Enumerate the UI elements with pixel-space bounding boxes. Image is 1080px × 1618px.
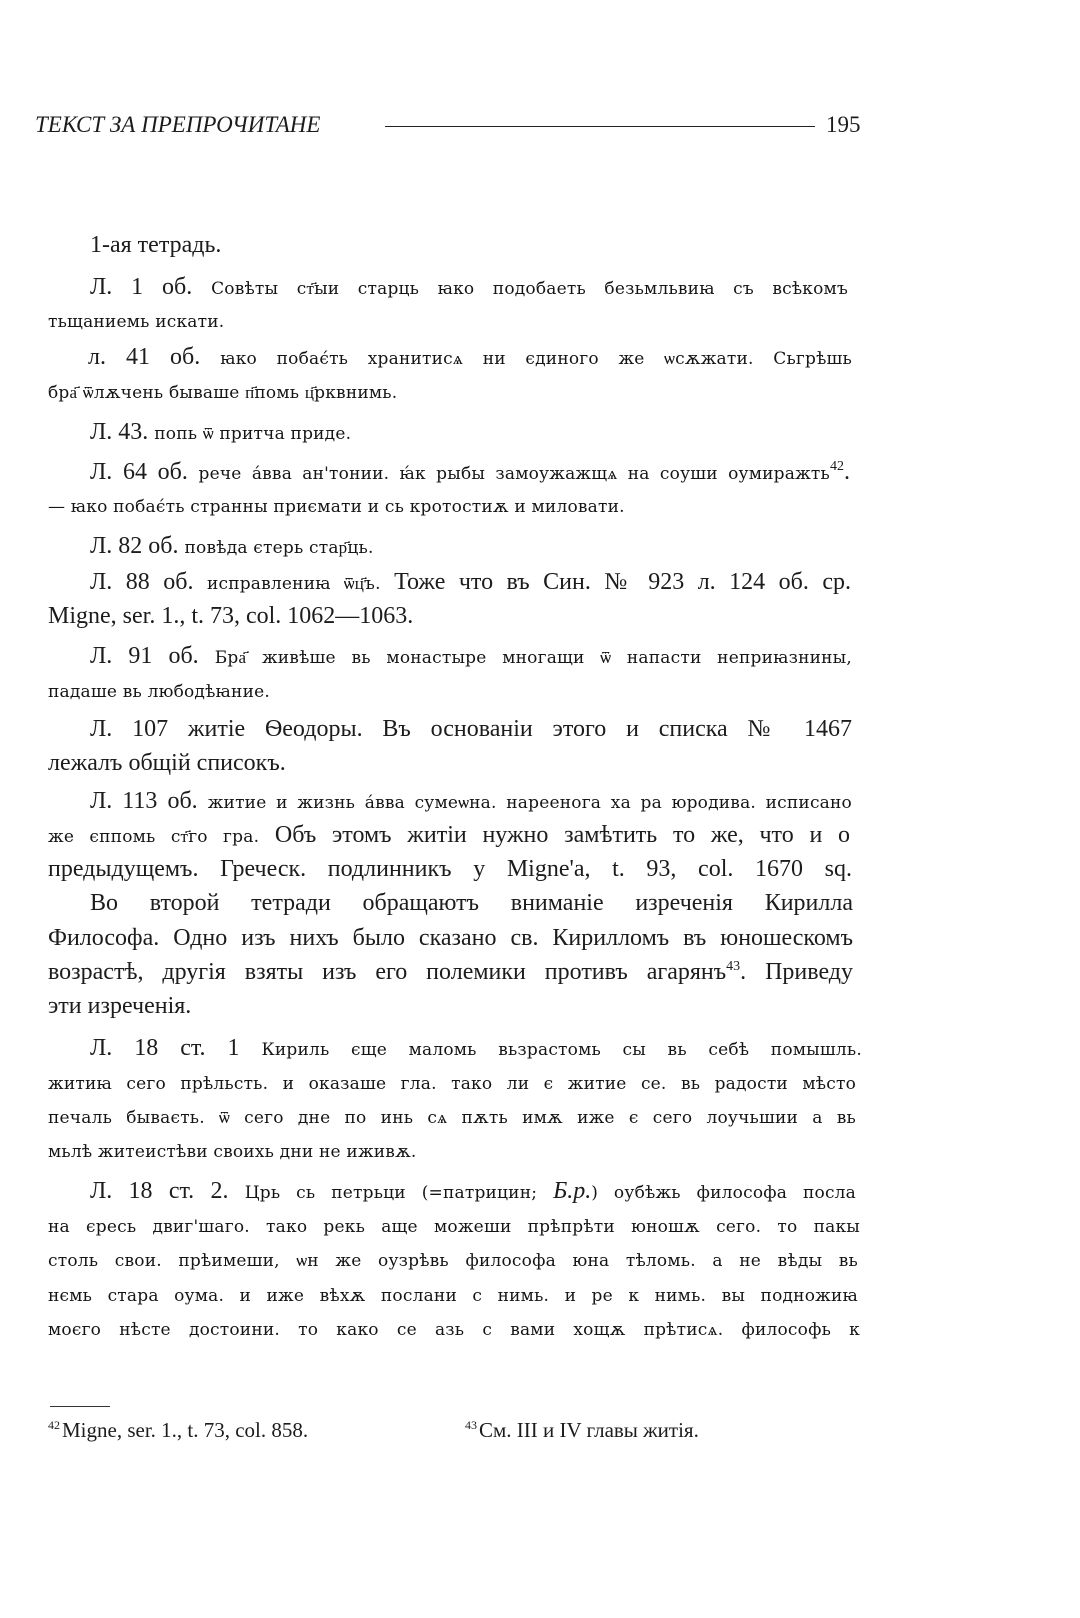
text-line: [90, 272, 848, 302]
russian-text: эти изреченія.: [48, 993, 192, 1019]
text-line: [48, 675, 648, 705]
russian-text: Л. 107 житіе Ѳеодоры. Въ основаніи этого и списка № 1467: [90, 716, 852, 742]
slavonic-text: ꙗко побає́ть хранитисѧ ни єдиного же ѡсѫжати. Сьгрѣшь: [220, 349, 853, 369]
russian-text: Тоже что въ Син. № 923 л. 124 об. ср.: [380, 569, 851, 595]
text-line: [48, 601, 648, 631]
header-rule: [385, 126, 815, 127]
text-line: [90, 230, 490, 260]
slavonic-text: на єресь двиг'шаго. тако рекь аще можеши прѣпрѣти юношѫ сего. то пакы: [48, 1217, 860, 1237]
slavonic-text: нємь стара оума. и иже вѣхѫ послани с нимь. и ре к нимь. вы подножиꙗ: [48, 1286, 858, 1306]
slavonic-text: рече а́вва ан'тонии. ꙗ́к рыбы замоужажщѧ на соуши оумиражть: [198, 464, 830, 484]
folio-reference: Л. 91 об.: [90, 643, 215, 669]
folio-reference: Л. 18 ст. 2.: [90, 1178, 245, 1204]
slavonic-text: житие и жизнь а́вва сумеѡна. нареенога ха ра юродива. исписано: [207, 793, 852, 813]
slavonic-text: Црь сь петрьци (=патрицин;: [244, 1183, 554, 1203]
text-line: [90, 531, 690, 561]
folio-reference: Л. 18 ст. 1: [90, 1035, 262, 1061]
footnote-number: 42: [48, 1418, 60, 1432]
russian-text: возрастѣ, другія взяты изъ его полемики противъ агарянъ: [48, 959, 727, 985]
text-line: [48, 748, 648, 778]
slavonic-text: тьщаниемь искати.: [48, 312, 225, 332]
text-line: [90, 786, 852, 816]
text-line: [48, 1210, 860, 1240]
russian-text: лежалъ общій списокъ.: [48, 750, 286, 776]
russian-text: Объ этомъ житіи нужно замѣтить то же, что и о: [259, 822, 851, 848]
slavonic-text: мьлѣ житеистѣви своихь дни не иживѫ.: [48, 1142, 417, 1162]
page-number: 195: [826, 112, 861, 137]
slavonic-text: столь свои. прѣимеши, ѡн же оузрѣвь философа юна тѣломь. а не вѣды вь: [48, 1251, 858, 1271]
footnote-ref: 42: [830, 459, 844, 474]
text-line: [48, 1313, 860, 1343]
slavonic-text: же єппомь ст҃го гра.: [48, 827, 260, 847]
slavonic-text: падаше вь любодѣꙗние.: [48, 682, 270, 702]
text-line: [48, 820, 850, 850]
text-line: [90, 888, 853, 918]
folio-reference: Л. 64 об.: [90, 459, 199, 485]
slavonic-text: Бра҃ живѣше вь монастыре многащи ѿ напасти неприꙗзнины,: [214, 648, 852, 668]
running-header-title: ТЕКСТ ЗА ПРЕПРОЧИТАНЕ: [35, 112, 321, 137]
text-line: [48, 490, 808, 520]
text-line: [48, 1244, 858, 1274]
russian-text: Во второй тетради обращаютъ вниманіе изреченія Кирилла: [90, 890, 853, 916]
text-line: [90, 567, 851, 597]
text-line: [48, 305, 648, 335]
folio-reference: Л. 113 об.: [90, 788, 208, 814]
slavonic-text: Совѣты ст҃ыи старць ꙗко подобаеть безьмльвиꙗ съ всѣкомъ: [211, 279, 848, 299]
footnote-rule: [50, 1406, 110, 1407]
russian-text: Migne, ser. 1., t. 73, col. 1062—1063.: [48, 603, 414, 629]
slavonic-text: Кириль єще маломь вьзрастомь сы вь себѣ помышль.: [261, 1040, 862, 1060]
footnote-text: Migne, ser. 1., t. 73, col. 858.: [62, 1418, 309, 1442]
footnote-text: См. III и IV главы житія.: [479, 1418, 699, 1442]
slavonic-text: повѣда єтерь стар҃ць.: [184, 538, 374, 558]
text-line: [48, 991, 648, 1021]
slavonic-text: моєго нѣсте достоини. то како се азь с вами хощѫ прѣтисѧ. философь к: [48, 1320, 860, 1340]
slavonic-text: житиꙗ сего прѣльсть. и оказаше гла. тако ли є житие се. вь радости мѣсто: [48, 1074, 856, 1094]
footnote-number: 43: [465, 1418, 477, 1432]
folio-reference: Л. 88 об.: [90, 569, 207, 595]
russian-text: .: [844, 459, 850, 485]
slavonic-text: исправлениꙗ ѿц҃ъ.: [206, 574, 381, 594]
text-line: [48, 1135, 648, 1165]
folio-reference: Л. 82 об.: [90, 533, 185, 559]
text-line: [90, 1176, 856, 1206]
text-line: [48, 1101, 856, 1131]
footnote: [465, 1416, 865, 1444]
text-line: [90, 641, 852, 671]
footnote: [48, 1416, 428, 1444]
russian-text: . Приведу: [740, 959, 853, 985]
text-line: [48, 854, 852, 884]
russian-text: предыдущемъ. Греческ. подлинникъ у Migne'a, t. 93, col. 1670 sq.: [48, 856, 852, 882]
slavonic-text: печаль бываєть. ѿ сего дне по инь сѧ пѫть имѫ иже є сего лоучьшии а вь: [48, 1108, 856, 1128]
editor-abbreviation: Б.р.: [553, 1178, 592, 1204]
text-line: [90, 1033, 862, 1063]
text-line: [48, 923, 853, 953]
folio-reference: л. 41 об.: [88, 344, 221, 370]
footnote-ref: 43: [726, 959, 741, 974]
slavonic-text: ) оубѣжь философа посла: [591, 1183, 856, 1203]
text-line: [48, 1279, 858, 1309]
text-line: [90, 714, 852, 744]
text-line: [90, 457, 850, 487]
slavonic-text: попь ѿ притча приде.: [154, 424, 352, 444]
slavonic-text: бра҃ ѿлѫчень бываше п҃помь ц҃рквнимь.: [48, 383, 398, 403]
folio-reference: Л. 1 об.: [90, 274, 212, 300]
text-line: [90, 417, 690, 447]
folio-reference: Л. 43.: [90, 419, 155, 445]
text-line: [48, 957, 853, 987]
russian-text: Философа. Одно изъ нихъ было сказано св. Кирилломъ въ юношескомъ: [48, 925, 853, 951]
section-heading: 1-ая тетрадь.: [90, 232, 222, 258]
text-line: [48, 376, 648, 406]
text-line: [88, 342, 852, 372]
text-line: [48, 1067, 856, 1097]
slavonic-text: — ꙗко побає́ть странны приємати и сь кротостиѫ и миловати.: [48, 497, 625, 517]
